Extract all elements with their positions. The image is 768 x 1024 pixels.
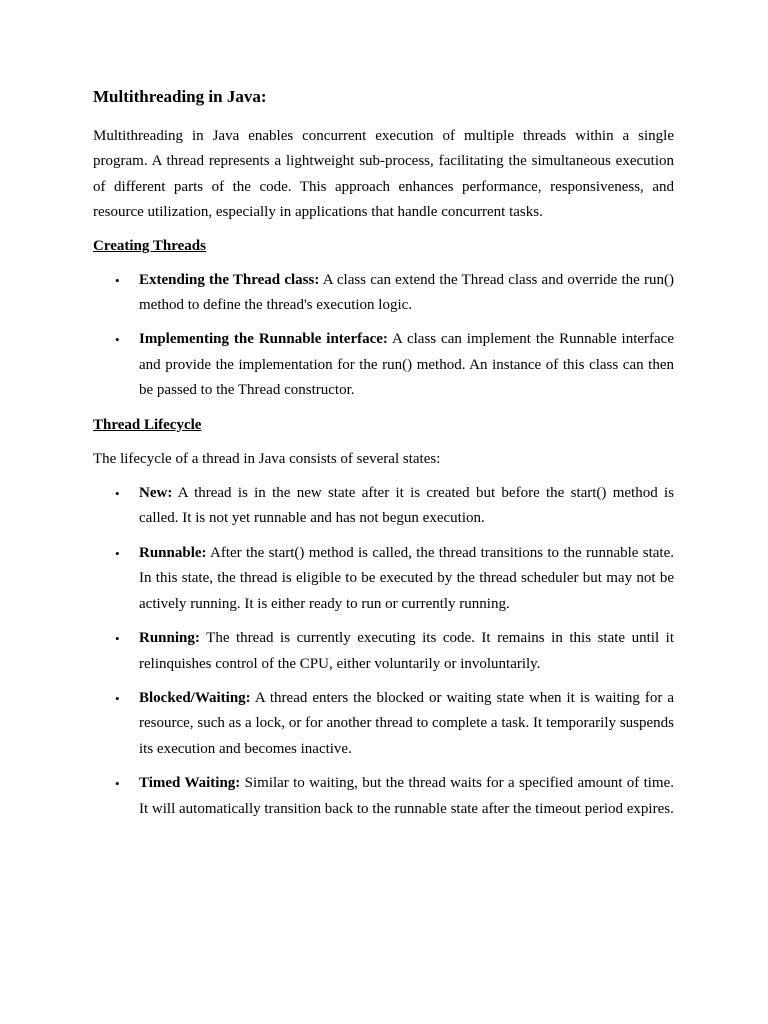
bullet-icon: • — [115, 545, 120, 561]
list-item-term: Implementing the Runnable interface: — [139, 331, 388, 348]
list-item-text: Similar to waiting, but the thread waits for a specified amount of time. It will automatically transition back to the runnable state after the timeout period expires. — [139, 775, 674, 817]
list-item-term: Running: — [139, 630, 200, 647]
list-item-term: Runnable: — [139, 544, 207, 561]
list-item-text: A thread enters the blocked or waiting state when it is waiting for a resource, such as a lock, or for another thread to complete a task. It temporarily suspends its execution and becomes inactive. — [139, 689, 674, 757]
bullet-icon: • — [115, 486, 120, 502]
intro-paragraph: Multithreading in Java enables concurrent execution of multiple threads within a single program. A thread represents a lightweight sub-process, facilitating the simultaneous execution of different parts of the code. This approach enhances performance, responsiveness, and resource utilization, especially in applications that handle concurrent tasks. — [93, 128, 674, 221]
list-item — [115, 686, 674, 762]
list-item — [115, 541, 674, 617]
section-heading-creating-threads: Creating Threads — [93, 237, 206, 254]
bullet-icon: • — [115, 690, 120, 706]
list-item-term: Timed Waiting: — [139, 775, 241, 792]
list-item-text: A class can extend the Thread class and override the run() method to define the thread's execution logic. — [139, 271, 674, 314]
lifecycle-states-list — [93, 481, 674, 822]
document-title: Multithreading in Java: — [93, 87, 267, 106]
bullet-icon: • — [115, 332, 120, 348]
list-item — [115, 481, 674, 532]
list-item — [115, 268, 674, 319]
list-item-text: The thread is currently executing its code. It remains in this state until it relinquishes control of the CPU, either voluntarily or involuntarily. — [139, 630, 674, 672]
list-item-text: A thread is in the new state after it is created but before the start() method is called. It is not yet runnable and has not begun execution. — [139, 485, 674, 527]
section-heading-thread-lifecycle: Thread Lifecycle — [93, 416, 202, 433]
list-item — [115, 327, 674, 403]
list-item-text: After the start() method is called, the thread transitions to the runnable state. In this state, the thread is eligible to be executed by the thread scheduler but may not be actively running. It is either ready to run or currently running. — [139, 544, 674, 612]
list-item-term: Extending the Thread class: — [139, 271, 320, 288]
list-item-text: A class can implement the Runnable interface and provide the implementation for the run() method. An instance of this class can then be passed to the Thread constructor. — [139, 331, 674, 399]
list-item — [115, 626, 674, 677]
creating-threads-list — [93, 268, 674, 404]
lifecycle-lead-paragraph: The lifecycle of a thread in Java consists of several states: — [93, 450, 441, 467]
bullet-icon: • — [115, 631, 120, 647]
bullet-icon: • — [115, 776, 120, 792]
bullet-icon: • — [115, 272, 120, 288]
list-item — [115, 771, 674, 822]
list-item-term: Blocked/Waiting: — [139, 689, 251, 706]
list-item-term: New: — [139, 485, 173, 502]
